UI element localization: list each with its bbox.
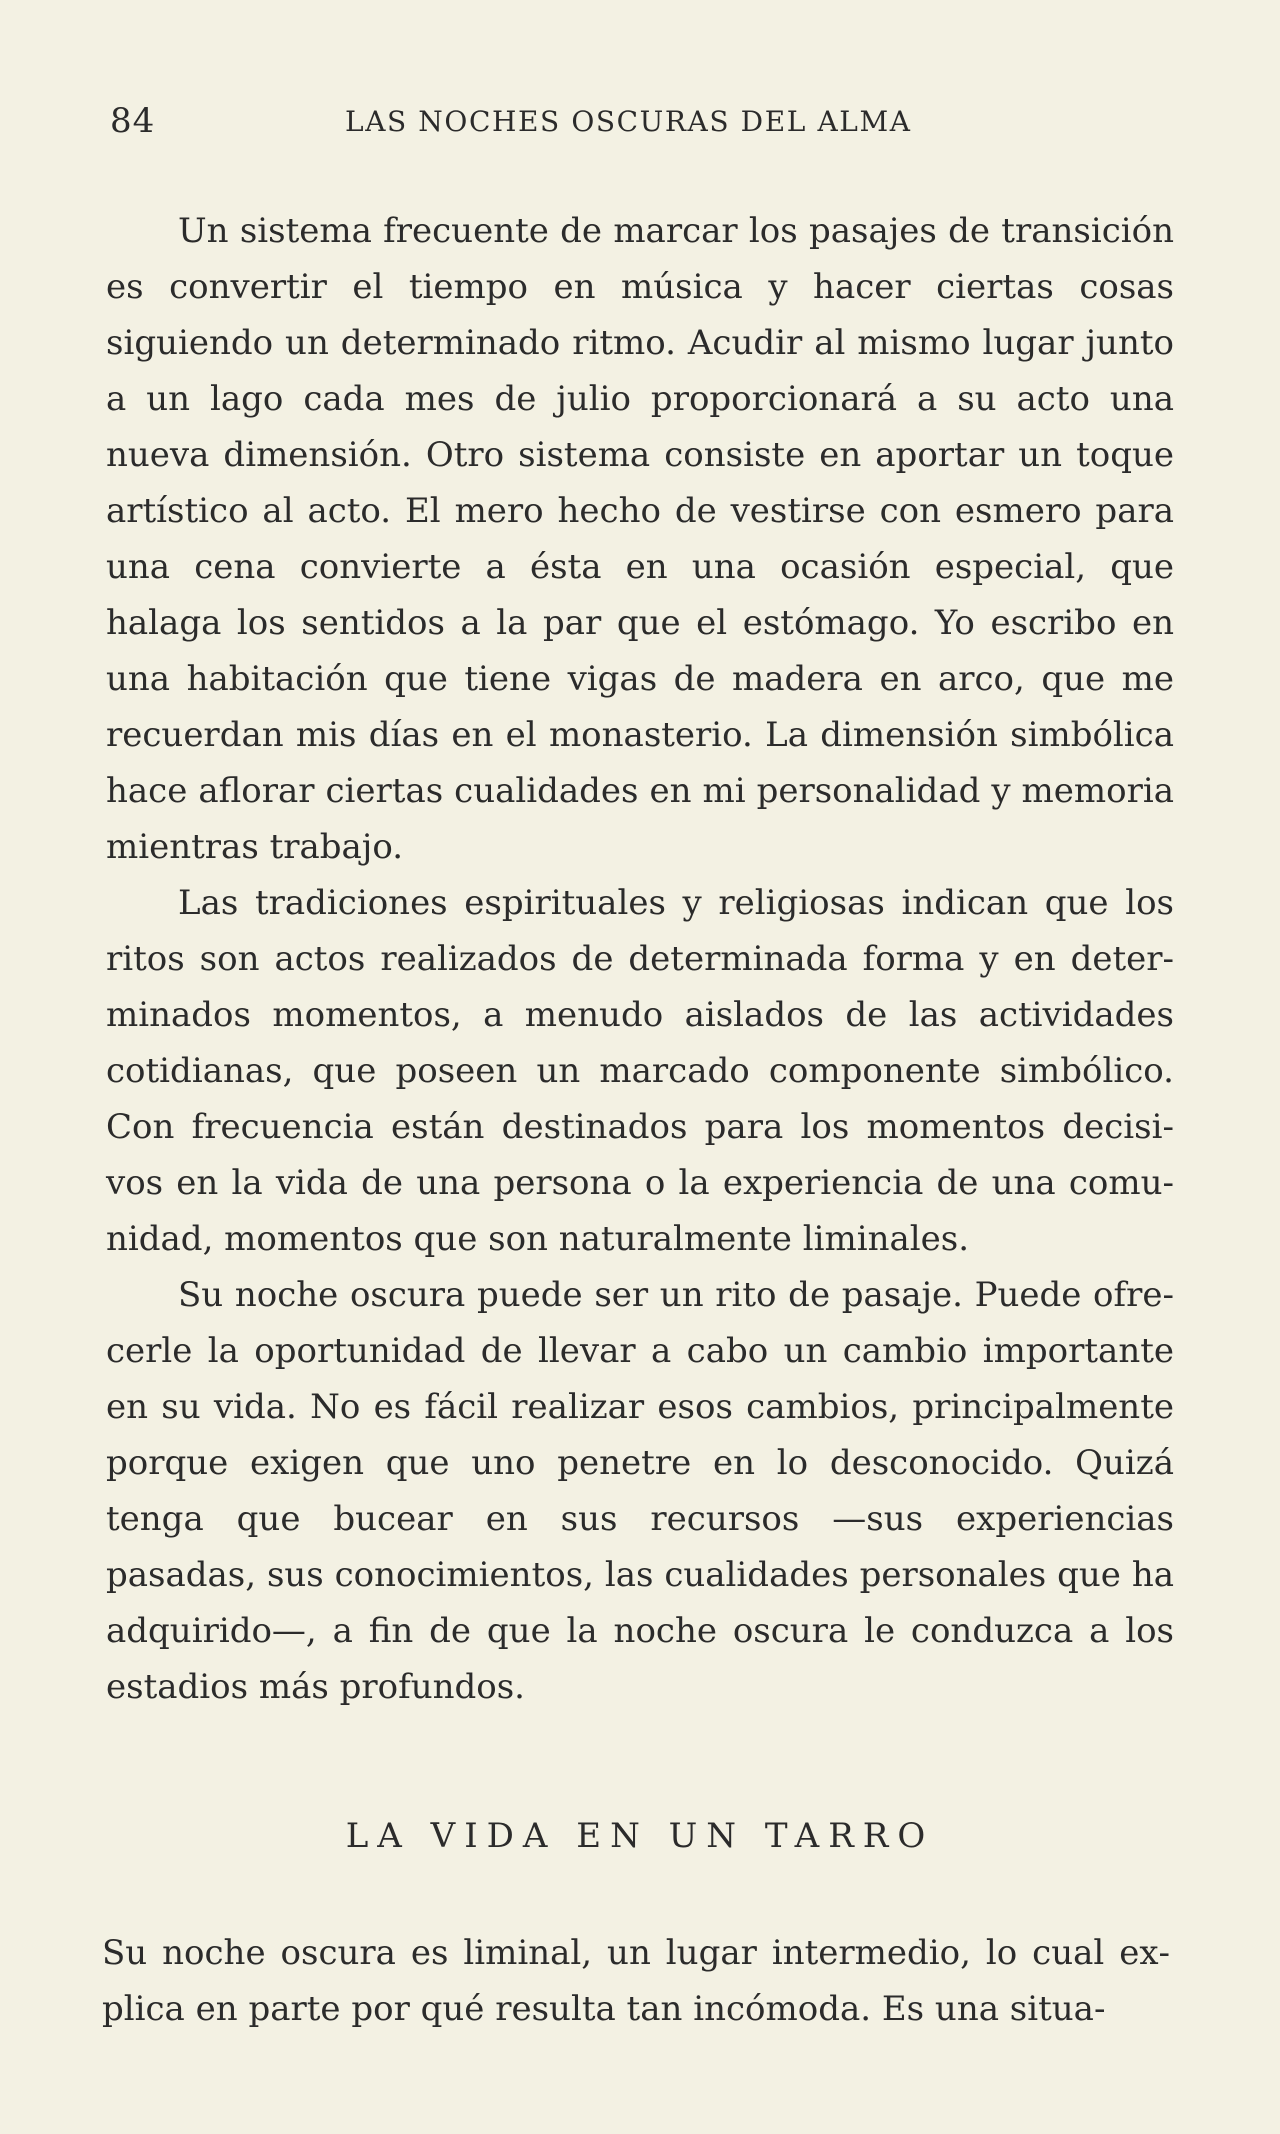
body-text [106,203,1174,1715]
section-heading: LA VIDA EN UN TARRO [345,1816,935,1856]
section-body [102,1925,1170,2037]
paragraph: Su noche oscura es liminal, un lugar intermedio, lo cual explica en parte por qué resulta tan incómoda. Es una situa- [102,1933,1170,2029]
paragraph: Su noche oscura puede ser un rito de pasaje. Puede ofrecerle la oportunidad de llevar a cabo un cambio importante en su vida. No es fácil realizar esos cambios, principalmente porque exigen que uno penetre en lo desconocido. Quizá tenga que bucear en sus recursos —sus experiencias pasadas, sus conocimientos, las cualidades personales que ha adquirido—, a fin de que la noche oscura le conduzca a los estadios más profundos. [106,1275,1174,1707]
paragraph: Las tradiciones espirituales y religiosas indican que los ritos son actos realizados de determinada forma y en determinados momentos, a menudo aislados de las actividades cotidianas, que poseen un marcado componente simbólico. Con frecuencia están destinados para los momentos decisivos en la vida de una persona o la experiencia de una comunidad, momentos que son naturalmente liminales. [106,883,1174,1259]
running-head [110,96,1170,146]
page-number: 84 [110,101,156,141]
paragraph: Un sistema frecuente de marcar los pasajes de transición es convertir el tiempo en música y hacer ciertas cosas siguiendo un determinado ritmo. Acudir al mismo lugar junto a un lago cada mes de julio proporcionará a su acto una nueva dimensión. Otro sistema consiste en aportar un toque artístico al acto. El mero hecho de vestirse con esmero para una cena convierte a ésta en una ocasión especial, que halaga los sentidos a la par que el estómago. Yo escribo en una habitación que tiene vigas de madera en arco, que me recuerdan mis días en el monasterio. La dimensión simbólica hace aflorar ciertas cualidades en mi personalidad y memoria mientras trabajo. [106,211,1174,867]
running-title: LAS NOCHES OSCURAS DEL ALMA [345,105,912,138]
